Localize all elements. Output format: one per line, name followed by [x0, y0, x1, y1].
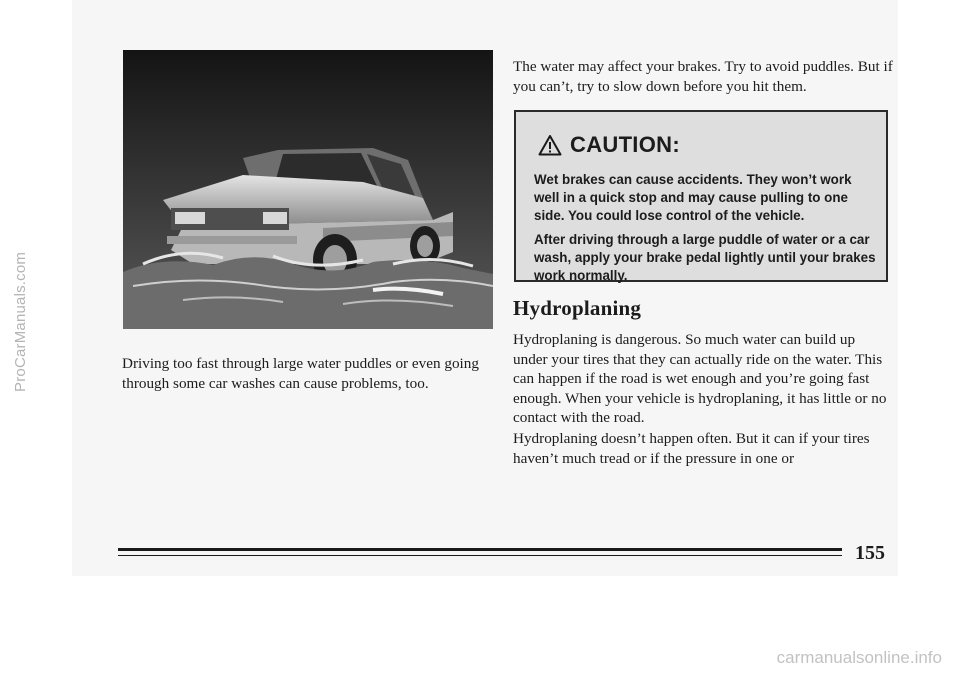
caution-box — [514, 110, 888, 282]
side-watermark: ProCarManuals.com — [12, 251, 29, 392]
page-number: 155 — [855, 542, 885, 564]
car-splashing-water-photo — [123, 50, 493, 329]
caution-text-apply-brakes: After driving through a large puddle of water or a car wash, apply your brake pedal lightly until your brakes work normally. — [534, 232, 876, 284]
bottom-watermark: carmanualsonline.info — [776, 648, 942, 667]
caution-header — [538, 132, 680, 158]
caution-title: CAUTION: — [570, 132, 680, 157]
section-heading: Hydroplaning — [513, 296, 642, 320]
caution-text-wet-brakes: Wet brakes can cause accidents. They won’t work well in a quick stop and may cause pulling to one side. You could lose control of the vehicle. — [534, 172, 852, 224]
warning-triangle-icon — [538, 134, 562, 156]
hydroplaning-paragraph-1: Hydroplaning is dangerous. So much water can build up under your tires that they can actually ride on the water. This can happen if the road is wet enough and you’re going fast enough. When your vehicle is hydroplaning, it has little or no contact with the road. — [513, 331, 887, 426]
car-illustration — [123, 50, 493, 329]
hydroplaning-paragraph-2: Hydroplaning doesn’t happen often. But it can if your tires haven’t much tread or if the pressure in one or — [513, 430, 870, 467]
footer-rule-top — [118, 548, 842, 551]
intro-paragraph: The water may affect your brakes. Try to avoid puddles. But if you can’t, try to slow down before you hit them. — [513, 58, 893, 95]
footer-rule-bottom — [118, 555, 842, 556]
figure-caption: Driving too fast through large water puddles or even going through some car washes can cause problems, too. — [122, 355, 479, 392]
